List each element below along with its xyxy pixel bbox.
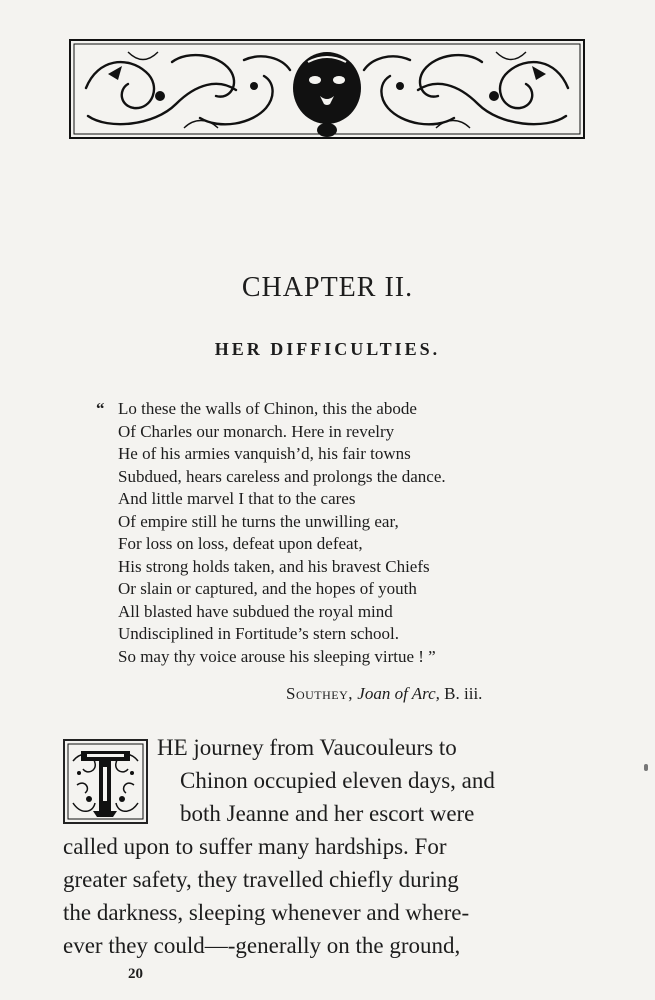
attribution-book: B. iii. xyxy=(444,684,483,703)
ink-speck xyxy=(644,764,648,771)
epigraph-line: Of Charles our monarch. Here in revelry xyxy=(118,421,395,441)
decorated-initial-icon xyxy=(63,739,148,824)
epigraph-line: Undisciplined in Fortitude’s stern school. xyxy=(118,624,399,643)
ornamental-headpiece-icon xyxy=(68,38,586,140)
epigraph-line xyxy=(96,398,558,421)
epigraph-line: All blasted have subdued the royal mind xyxy=(118,601,393,621)
body-line: ever they could—-generally on the ground, xyxy=(63,933,461,958)
attribution-author: Southey, xyxy=(286,684,354,703)
epigraph-attribution xyxy=(286,684,586,704)
page-number: 20 xyxy=(128,966,143,982)
attribution-work: Joan of Arc, xyxy=(357,684,440,703)
epigraph-line: Subdued, hears careless and prolongs the dance. xyxy=(118,466,446,486)
chapter-title: CHAPTER II. xyxy=(241,272,414,303)
epigraph-line: He of his armies vanquish’d, his fair towns xyxy=(118,444,411,463)
body-line: greater safety, they travelled chiefly during xyxy=(63,867,459,892)
epigraph-line: So may thy voice arouse his sleeping virtue ! ” xyxy=(118,646,436,666)
initial-t-icon xyxy=(65,741,146,822)
epigraph-line-text: Lo these the walls of Chinon, this the abode xyxy=(118,399,417,418)
body-line: both Jeanne and her escort were xyxy=(180,801,475,826)
epigraph xyxy=(96,398,558,668)
body-line: the darkness, sleeping whenever and where- xyxy=(63,900,470,925)
epigraph-line: Of empire still he turns the unwilling ear, xyxy=(118,511,399,531)
epigraph-line: His strong holds taken, and his bravest Chiefs xyxy=(118,556,430,576)
epigraph-line: Or slain or captured, and the hopes of youth xyxy=(118,579,417,598)
epigraph-line: And little marvel I that to the cares xyxy=(118,489,356,508)
body-line: HE journey from Vaucouleurs to xyxy=(157,735,457,760)
body-line: Chinon occupied eleven days, and xyxy=(180,768,495,793)
open-quote: “ xyxy=(96,399,105,418)
body-line: called upon to suffer many hardships. For xyxy=(63,834,447,859)
epigraph-line: For loss on loss, defeat upon defeat, xyxy=(118,534,363,553)
chapter-subtitle: HER DIFFICULTIES. xyxy=(214,339,441,359)
